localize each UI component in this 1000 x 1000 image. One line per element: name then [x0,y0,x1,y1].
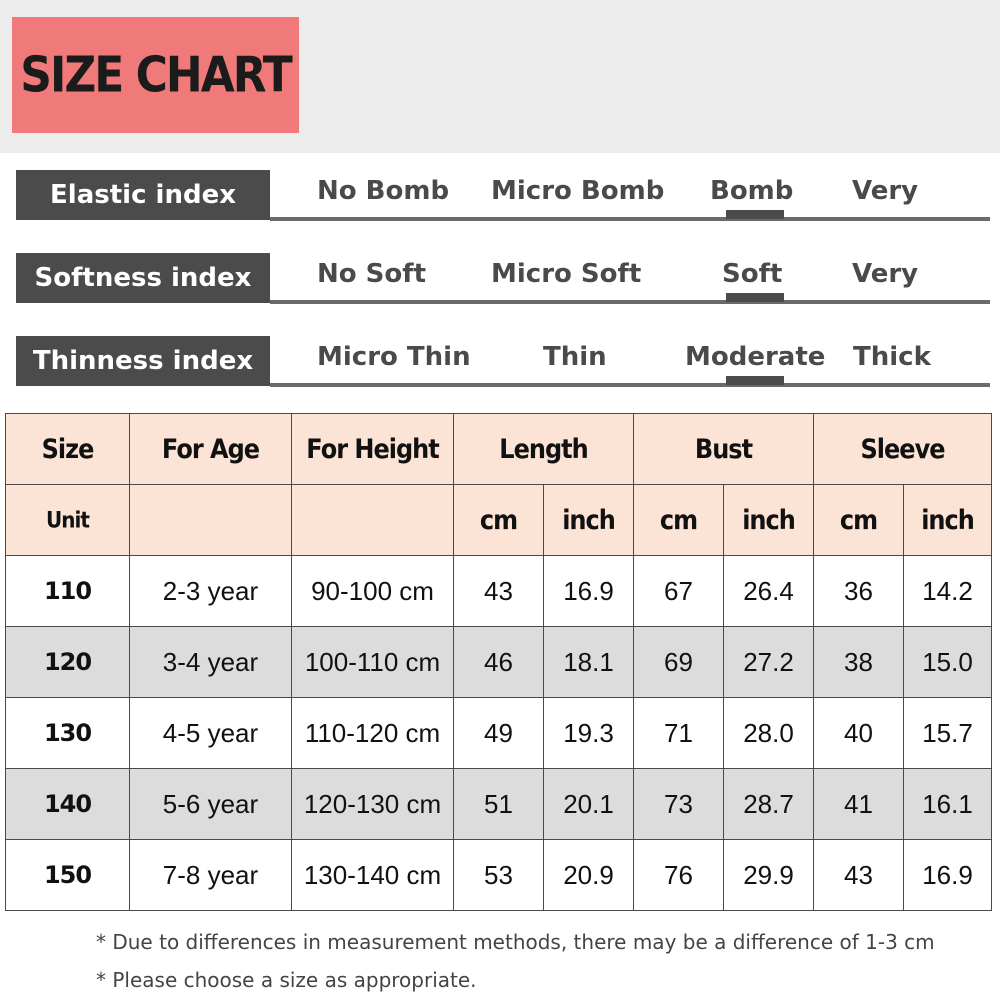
bust-cm-cell: 69 [634,627,724,698]
elastic-index-label: Elastic index [16,170,270,220]
sleeve-inch-cell: 16.9 [904,840,992,911]
header-cell [454,414,634,485]
header-band [0,0,1000,153]
page-title: SIZE CHART [20,46,291,104]
unit-cell [292,485,454,556]
age-cell: 2-3 year [130,556,292,627]
sleeve-cm-cell: 38 [814,627,904,698]
size-cell: 120 [6,627,130,698]
thinness-index-label: Thinness index [16,336,270,386]
length-inch-cell: 20.1 [544,769,634,840]
unit-cell [130,485,292,556]
size-cell: 110 [6,556,130,627]
index-option-selected: Bomb [710,176,794,206]
bust-inch-cell: 26.4 [724,556,814,627]
table-row [6,556,992,627]
unit-cell: inch [904,485,992,556]
unit-cell: cm [454,485,544,556]
index-option: Very [852,259,919,289]
table-row [6,769,992,840]
index-option: Micro Bomb [491,176,665,206]
index-option: No Soft [317,259,427,289]
header-cell [634,414,814,485]
bust-cm-cell: 71 [634,698,724,769]
bust-inch-cell: 28.0 [724,698,814,769]
index-option-selected: Moderate [685,342,826,372]
sleeve-inch-cell: 16.1 [904,769,992,840]
bust-cm-cell: 67 [634,556,724,627]
sleeve-inch-cell: 15.7 [904,698,992,769]
bust-inch-cell: 28.7 [724,769,814,840]
index-option: Very [852,176,919,206]
selected-marker [726,293,784,302]
footnote-measurement: * Due to differences in measurement methods, there may be a difference of 1-3 cm [96,930,935,954]
index-option: Micro Soft [491,259,642,289]
length-cm-cell: 51 [454,769,544,840]
table-header-row [6,414,992,485]
table-row [6,627,992,698]
size-cell: 150 [6,840,130,911]
table-row [6,840,992,911]
height-cell: 90-100 cm [292,556,454,627]
table-row [6,698,992,769]
selected-marker [726,376,784,385]
bust-cm-cell: 76 [634,840,724,911]
header-size: Size [41,433,94,465]
sleeve-cm-cell: 43 [814,840,904,911]
header-cell [292,414,454,485]
sleeve-cm-cell: 40 [814,698,904,769]
thinness-index-row [16,336,990,390]
footnote-choose-size: * Please choose a size as appropriate. [96,968,477,992]
bust-inch-cell: 29.9 [724,840,814,911]
selected-marker [726,210,784,219]
height-cell: 100-110 cm [292,627,454,698]
index-option: Thin [543,342,607,372]
header-cell [814,414,992,485]
unit-cell: inch [544,485,634,556]
softness-index-label: Softness index [16,253,270,303]
length-cm-cell: 49 [454,698,544,769]
length-inch-cell: 20.9 [544,840,634,911]
sleeve-cm-cell: 41 [814,769,904,840]
length-inch-cell: 16.9 [544,556,634,627]
header-bust: Bust [694,433,753,465]
length-cm-cell: 43 [454,556,544,627]
elastic-index-row [16,170,990,224]
index-option: No Bomb [317,176,450,206]
header-length: Length [499,433,588,465]
size-table [5,413,992,911]
bust-cm-cell: 73 [634,769,724,840]
title-box [12,17,299,133]
header-cell [6,414,130,485]
age-cell: 4-5 year [130,698,292,769]
height-cell: 110-120 cm [292,698,454,769]
length-cm-cell: 46 [454,627,544,698]
sleeve-cm-cell: 36 [814,556,904,627]
index-option: Thick [853,342,931,372]
index-option-selected: Soft [722,259,783,289]
header-sleeve: Sleeve [860,433,945,465]
unit-cell: cm [814,485,904,556]
header-height: For Height [306,433,439,465]
bust-inch-cell: 27.2 [724,627,814,698]
age-cell: 7-8 year [130,840,292,911]
height-cell: 130-140 cm [292,840,454,911]
age-cell: 3-4 year [130,627,292,698]
index-scale-line [270,300,990,304]
sleeve-inch-cell: 14.2 [904,556,992,627]
height-cell: 120-130 cm [292,769,454,840]
index-option: Micro Thin [317,342,471,372]
length-cm-cell: 53 [454,840,544,911]
softness-index-row [16,253,990,307]
unit-cell: cm [634,485,724,556]
length-inch-cell: 18.1 [544,627,634,698]
unit-label: Unit [46,506,89,534]
header-cell [130,414,292,485]
length-inch-cell: 19.3 [544,698,634,769]
size-cell: 140 [6,769,130,840]
age-cell: 5-6 year [130,769,292,840]
unit-cell [6,485,130,556]
index-scale-line [270,217,990,221]
header-age: For Age [161,433,260,465]
table-unit-row [6,485,992,556]
unit-cell: inch [724,485,814,556]
size-cell: 130 [6,698,130,769]
sleeve-inch-cell: 15.0 [904,627,992,698]
index-scale-line [270,383,990,387]
